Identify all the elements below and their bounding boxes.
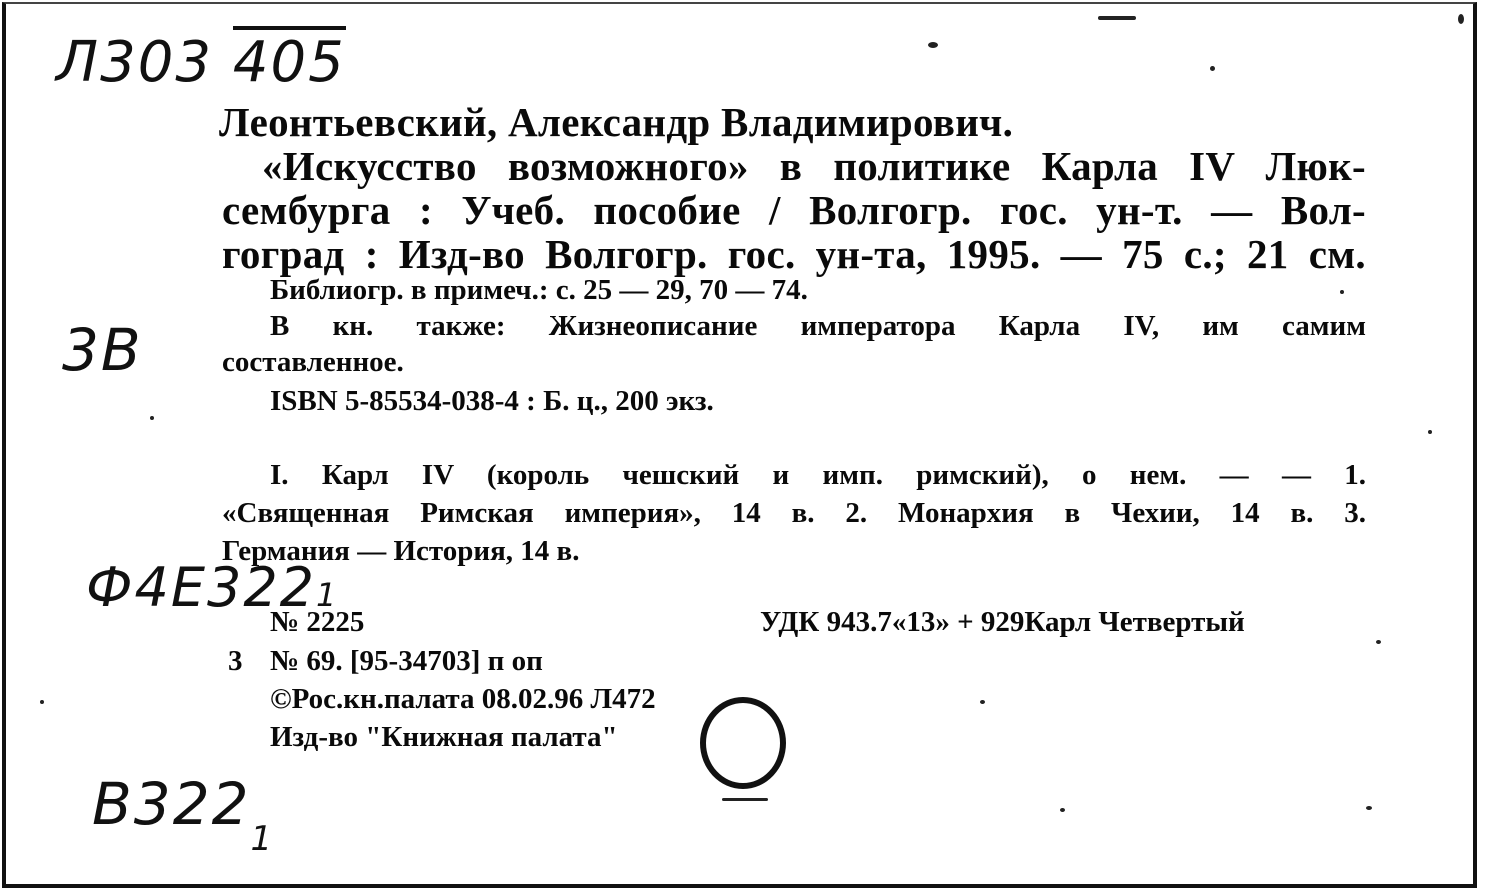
handwritten-shelf-mark xyxy=(56,30,346,95)
scan-speck xyxy=(1458,14,1464,24)
scan-speck xyxy=(1060,808,1065,812)
code-bottom-main: B322 xyxy=(92,770,251,838)
scan-speck xyxy=(1428,430,1432,434)
card-number: № 2225 xyxy=(270,606,365,638)
scan-speck xyxy=(722,798,768,801)
subject-line-3: Германия — История, 14 в. xyxy=(222,535,580,567)
order-number: № 69. [95-34703] п оп xyxy=(270,645,543,677)
title-line-3: гоград : Изд-во Волгогр. гос. ун-та, 1995. — 75 с.; 21 см. xyxy=(222,231,1366,277)
scan-speck xyxy=(1210,66,1215,71)
code-mid-subscript: 1 xyxy=(316,576,339,614)
note-also-line-1: В кн. также: Жизнеописание императора Карла IV, им самим xyxy=(270,310,1366,342)
subject-line-1: I. Карл IV (король чешский и имп. римский), о нем. — — 1. xyxy=(270,459,1366,491)
scan-speck xyxy=(150,416,154,420)
handwritten-code-bottom xyxy=(92,770,275,859)
copyright-line: ©Рос.кн.палата 08.02.96 Л472 xyxy=(270,683,656,715)
shelf-mark-part-a: Л303 xyxy=(56,30,213,95)
scan-speck xyxy=(928,42,938,48)
note-also-line-2: составленное. xyxy=(222,346,404,378)
udc-classification: УДК 943.7«13» + 929Карл Четвертый xyxy=(760,606,1245,638)
order-prefix: 3 xyxy=(228,645,243,677)
handwritten-classification: 3B xyxy=(62,316,143,384)
scan-speck xyxy=(1098,16,1136,20)
code-bottom-subscript: 1 xyxy=(250,819,275,859)
scan-speck xyxy=(980,700,985,704)
publisher-line: Изд-во "Книжная палата" xyxy=(270,721,618,753)
title-line-2: сембурга : Учеб. пособие / Волгогр. гос. ун-т. — Вол- xyxy=(222,187,1366,233)
code-mid-main: Ф4Е322 xyxy=(86,556,317,619)
note-bibliography: Библиогр. в примеч.: с. 25 — 29, 70 — 74. xyxy=(270,274,808,306)
isbn-line: ISBN 5-85534-038-4 : Б. ц., 200 экз. xyxy=(270,385,714,417)
scan-speck xyxy=(1376,640,1381,644)
scan-speck xyxy=(1340,290,1344,294)
scan-speck xyxy=(1366,806,1372,810)
shelf-mark-part-b: 405 xyxy=(233,26,346,95)
author-heading: Леонтьевский, Александр Владимирович. xyxy=(219,99,1014,145)
subject-line-2: «Священная Римская империя», 14 в. 2. Монархия в Чехии, 14 в. 3. xyxy=(222,497,1366,529)
punch-hole-circle xyxy=(700,697,786,789)
scan-speck xyxy=(40,700,44,704)
title-line-1: «Искусство возможного» в политике Карла IV Люк- xyxy=(262,143,1366,189)
